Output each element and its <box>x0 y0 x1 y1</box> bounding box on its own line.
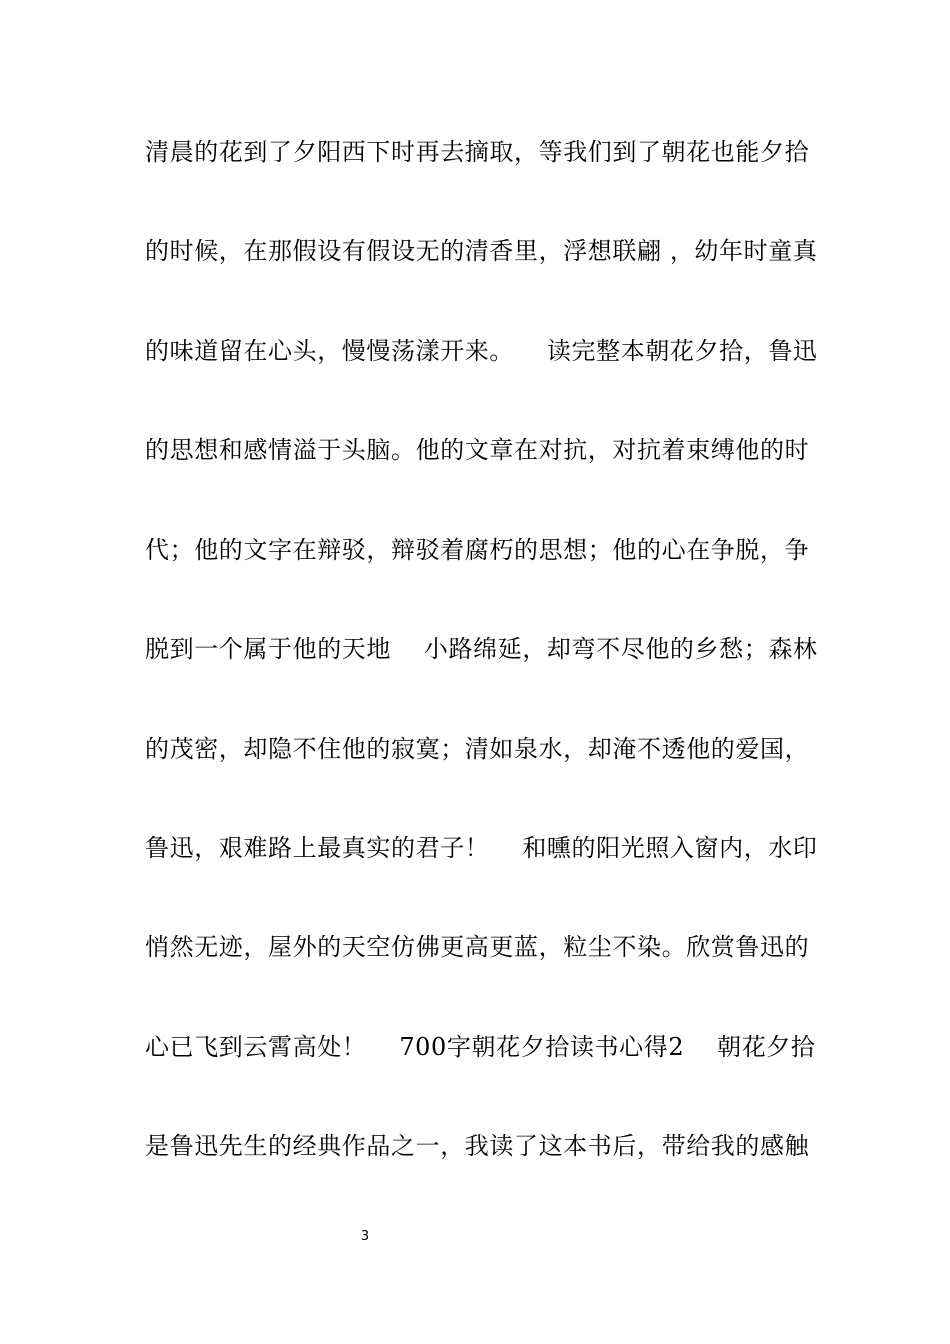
text-line: 心已飞到云霄高处！ 700字朝花夕拾读书心得2 朝花夕拾 <box>145 1033 816 1061</box>
text-line: 的思想和感情溢于头脑。他的文章在对抗，对抗着束缚他的时 <box>145 436 810 464</box>
text-line: 的味道留在心头，慢慢荡漾开来。 读完整本朝花夕拾，鲁迅 <box>145 337 818 365</box>
page-number: 3 <box>360 1229 370 1244</box>
text-line: 代；他的文字在辩驳，辩驳着腐朽的思想；他的心在争脱，争 <box>145 536 810 564</box>
text-line: 的茂密，却隐不住他的寂寞；清如泉水，却淹不透他的爱国， <box>145 735 810 763</box>
text-line: 鲁迅，艰难路上最真实的君子！ 和曛的阳光照入窗内，水印 <box>145 834 818 862</box>
text-line: 脱到一个属于他的天地 小路绵延，却弯不尽他的乡愁；森林 <box>145 635 818 663</box>
text-line: 的时候，在那假设有假设无的清香里，浮想联翩 ，幼年时童真 <box>145 237 818 265</box>
text-line: 是鲁迅先生的经典作品之一，我读了这本书后，带给我的感触 <box>145 1132 810 1160</box>
text-line: 清晨的花到了夕阳西下时再去摘取，等我们到了朝花也能夕拾 <box>145 138 810 166</box>
text-line: 悄然无迹，屋外的天空仿佛更高更蓝，粒尘不染。欣赏鲁迅的 <box>145 933 810 961</box>
